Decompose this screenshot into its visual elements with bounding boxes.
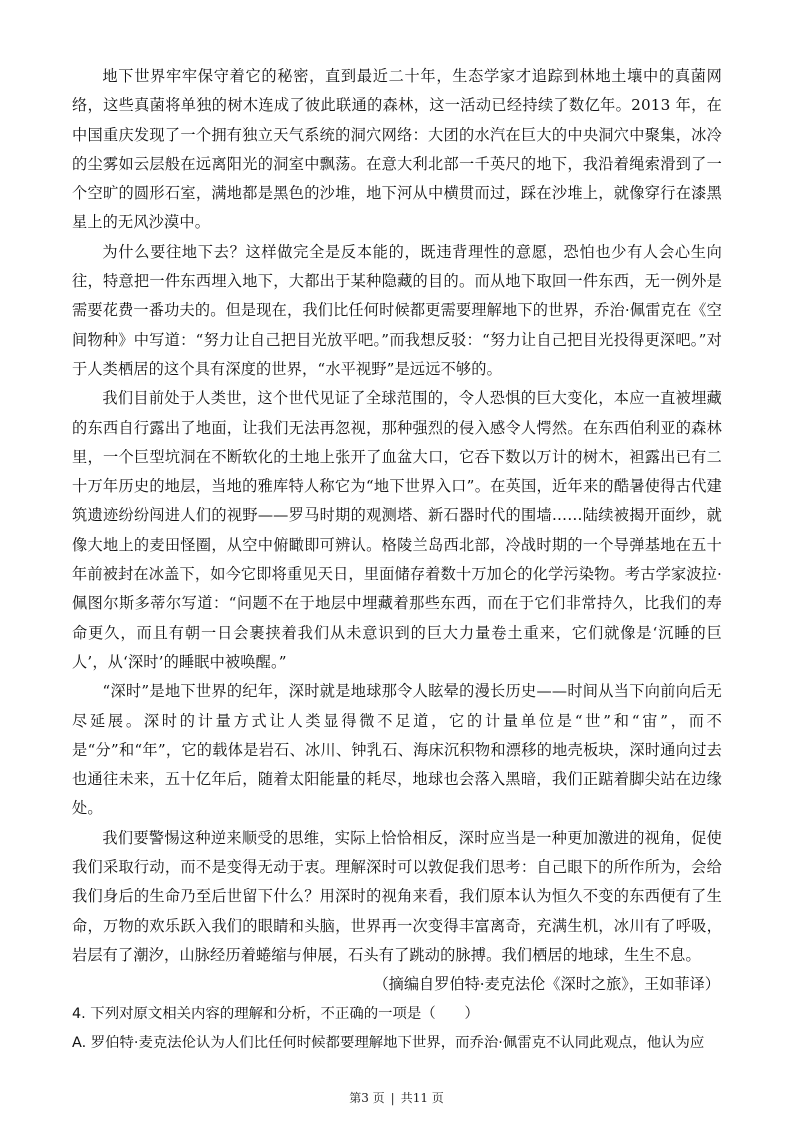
- page-total: 共11 页: [400, 1091, 444, 1105]
- footer-separator: |: [390, 1091, 395, 1105]
- source-citation: （摘编自罗伯特·麦克法伦《深时之旅》，王如菲译）: [373, 975, 720, 994]
- article-body: [72, 62, 722, 1058]
- paragraph-3: 我们目前处于人类世，这个世代见证了全球范围的，令人恐惧的巨大变化，本应一直被埋藏的东西自行露出了地面，让我们无法再忽视，那种强烈的侵入感令人愕然。在东西伯利亚的森林里，一个巨型坑洞在不断软化的土地上张开了血盆大口，它吞下数以万计的树木，袒露出已有二十万年历史的地层，当地的雅库特人称它为“地下世界入口”。在英国，近年来的酷暑使得古代建筑遗迹纷纷闯进人们的视野——罗马时期的观测塔、新石器时代的围墙……陆续被揭开面纱，就像大地上的麦田怪圈，从空中俯瞰即可辨认。格陵兰岛西北部，冷战时期的一个导弹基地在五十年前被封在冰盖下，如今它即将重见天日，里面储存着数十万加仑的化学污染物。考古学家波拉·佩图尔斯多蒂尔写道：“问题不在于地层中埋藏着那些东西，而在于它们非常持久，比我们的寿命更久，而且有朝一日会裹挟着我们从未意识到的巨大力量卷土重来，它们就像是‘沉睡的巨人’，从‘深时’的睡眠中被唤醒。”: [72, 389, 722, 671]
- paragraph-5: 我们要警惕这种逆来顺受的思维，实际上恰恰相反，深时应当是一种更加激进的视角，促使我们采取行动，而不是变得无动于衷。理解深时可以敦促我们思考：自己眼下的所作所为，会给我们身后的生命乃至后世留下什么？用深时的视角来看，我们原本认为恒久不变的东西便有了生命，万物的欢乐跃入我们的眼睛和头脑，世界再一次变得丰富离奇，充满生机，冰川有了呼吸，岩层有了潮汐，山脉经历着蜷缩与伸展，石头有了跳动的脉搏。我们栖居的地球，生生不息。: [72, 828, 722, 964]
- question-option-a: A. 罗伯特·麦克法伦认为人们比任何时候都要理解地下世界，而乔治·佩雷克不认同此观点，他认为应: [72, 1034, 705, 1051]
- question-stem: 4. 下列对原文相关内容的理解和分析，不正确的一项是（ ）: [72, 1005, 479, 1022]
- page-footer: [0, 1090, 793, 1106]
- paragraph-2: 为什么要往地下去？这样做完全是反本能的，既违背理性的意愿，恐怕也少有人会心生向往，特意把一件东西埋入地下，大都出于某种隐藏的目的。而从地下取回一件东西，无一例外是需要花费一番功夫的。但是现在，我们比任何时候都更需要理解地下的世界，乔治·佩雷克在《空间物种》中写道：“努力让自己把目光放平吧。”而我想反驳：“努力让自己把目光投得更深吧。”对于人类栖居的这个具有深度的世界，“水平视野”是远远不够的。: [72, 242, 722, 378]
- paragraph-1: 地下世界牢牢保守着它的秘密，直到最近二十年，生态学家才追踪到林地土壤中的真菌网络，这些真菌将单独的树木连成了彼此联通的森林，这一活动已经持续了数亿年。2013 年，在中国重庆发现了一个拥有独立天气系统的洞穴网络：大团的水汽在巨大的中央洞穴中聚集，冰冷的尘雾如云层般在远离阳光的洞室中飘荡。在意大利北部一千英尺的地下，我沿着绳索滑到了一个空旷的圆形石室，满地都是黑色的沙堆，地下河从中横贯而过，踩在沙堆上，就像穿行在漆黑星上的无风沙漠中。: [72, 67, 722, 232]
- page-number: 第3 页: [349, 1091, 385, 1105]
- paragraph-4: “深时”是地下世界的纪年，深时就是地球那令人眩晕的漫长历史——时间从当下向前向后无尽延展。深时的计量方式让人类显得微不足道，它的计量单位是“世”和“宙”，而不是“分”和“年”，它的载体是岩石、冰川、钟乳石、海床沉积物和漂移的地壳板块，深时通向过去也通往未来，五十亿年后，随着太阳能量的耗尽，地球也会落入黑暗，我们正踮着脚尖站在边缘处。: [72, 682, 722, 818]
